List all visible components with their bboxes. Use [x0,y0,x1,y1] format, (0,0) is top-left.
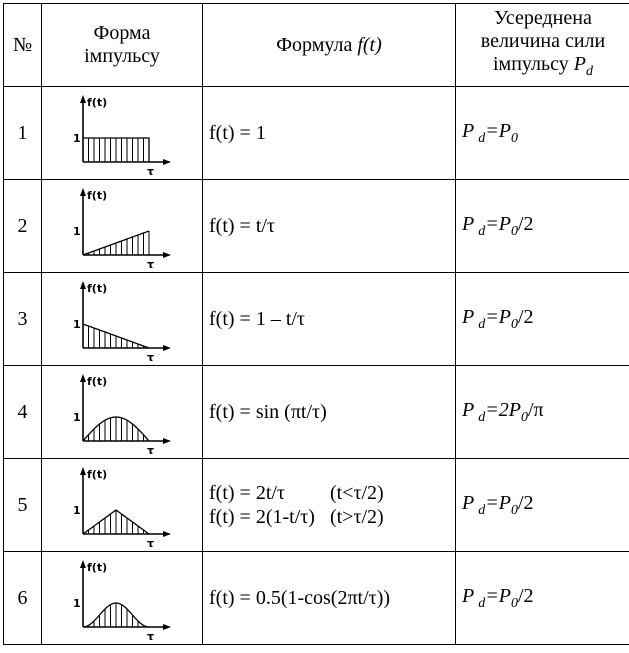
row-number: 4 [4,366,42,459]
graph-one-label: 1 [73,132,81,145]
average-force-cell [456,552,629,645]
table-row [4,180,629,273]
pulse-shape-graph [67,555,177,641]
average-lhs: P [462,491,475,514]
pulse-hatching [89,510,144,534]
average-lhs: P [462,398,475,421]
average-rhs: =2P [485,398,521,421]
formula-line-2: f(t) = 2(1-t/τ) (t>τ/2) [209,506,384,528]
row-number: 3 [4,273,42,366]
formula-cell [203,180,456,273]
header-shape-line2: імпульсу [84,45,160,67]
pulse-shape-graph [67,90,177,176]
average-tail: /2 [517,305,534,328]
average-tail: /2 [517,584,534,607]
average-lhs-subscript: d [478,130,486,146]
average-rhs: =P [485,491,511,514]
formula-cell [203,366,456,459]
graph-y-label: f(t) [87,282,108,295]
header-number [4,4,42,87]
row-number: 1 [4,87,42,180]
graph-one-label: 1 [73,504,81,517]
average-lhs-subscript: d [478,502,486,518]
graph-y-label: f(t) [87,96,108,109]
graph-one-label: 1 [73,225,81,238]
average-force-cell [456,180,629,273]
average-rhs: =P [485,305,511,328]
average-lhs-subscript: d [478,223,486,239]
average-rhs: =P [485,119,511,142]
graph-y-label: f(t) [87,189,108,202]
formula-text: f(t) = 1 [209,121,266,144]
header-average-symbol: P [573,53,586,75]
graph-tau-label: τ [147,258,155,269]
pulse-shape-graph [67,369,177,455]
formula-cell [203,273,456,366]
average-tail: /π [527,398,544,421]
header-shape-line1: Форма [93,22,151,44]
pulse-hatching [89,603,144,627]
average-tail: /2 [517,491,534,514]
average-lhs: P [462,305,475,328]
row-number: 2 [4,180,42,273]
average-lhs-subscript: d [478,595,486,611]
pulse-shape-cell [42,459,203,552]
graph-one-label: 1 [73,597,81,610]
average-force-cell [456,366,629,459]
formula-text: f(t) = sin (πt/τ) [209,400,327,423]
header-average-subscript: d [585,64,593,79]
graph-one-label: 1 [73,318,81,331]
pulse-hatching [89,138,150,162]
pulse-shape-cell [42,180,203,273]
average-rhs-subscript: 0 [510,595,518,611]
pulse-shape-cell [42,273,203,366]
row-number: 5 [4,459,42,552]
header-average-line2: величина сили [480,30,606,52]
graph-tau-label: τ [147,351,155,362]
graph-tau-label: τ [147,630,155,641]
formula-text: f(t) = 0.5(1-cos(2πt/τ)) [209,586,391,609]
row-number: 6 [4,552,42,645]
average-force-cell [456,459,629,552]
formula-text: f(t) = t/τ [209,214,275,237]
impulse-table [3,3,629,645]
average-force-cell [456,273,629,366]
pulse-shape-graph [67,276,177,362]
average-lhs: P [462,119,475,142]
average-rhs-subscript: 0 [510,223,518,239]
pulse-shape-graph [67,462,177,548]
average-rhs-subscript: 0 [510,502,518,518]
graph-y-label: f(t) [87,561,108,574]
formula-cell [203,552,456,645]
header-shape [42,4,203,87]
average-rhs: =P [485,584,511,607]
average-rhs-subscript: 0 [510,130,518,146]
table-row [4,366,629,459]
average-rhs-subscript: 0 [510,316,518,332]
graph-tau-label: τ [147,165,155,176]
formula-cell [203,459,456,552]
header-formula-label: Формула [276,33,358,56]
formula-text: f(t) = 1 – t/τ [209,307,305,330]
pulse-shape-graph [67,183,177,269]
header-formula-symbol: f(t) [357,33,382,56]
average-tail: /2 [517,212,534,235]
header-average-line1: Усереднена [494,7,592,29]
header-average [456,4,629,87]
average-lhs: P [462,584,475,607]
average-rhs-subscript: 0 [520,409,528,425]
formula-cell [203,87,456,180]
formula-line-1: f(t) = 2t/τ (t<τ/2) [209,482,384,504]
pulse-hatching [89,417,144,441]
table-row [4,552,629,645]
average-lhs-subscript: d [478,409,486,425]
table-row [4,273,629,366]
pulse-shape-cell [42,87,203,180]
table-row [4,87,629,180]
average-rhs: =P [485,212,511,235]
graph-tau-label: τ [147,537,155,548]
average-lhs-subscript: d [478,316,486,332]
graph-tau-label: τ [147,444,155,455]
graph-y-label: f(t) [87,468,108,481]
header-formula [203,4,456,87]
graph-one-label: 1 [73,411,81,424]
pulse-shape-cell [42,366,203,459]
average-lhs: P [462,212,475,235]
header-average-line3: імпульсу [493,53,574,75]
table-row [4,459,629,552]
pulse-shape-cell [42,552,203,645]
header-number-label: № [12,33,33,56]
average-force-cell [456,87,629,180]
graph-y-label: f(t) [87,375,108,388]
header-row [4,4,629,87]
